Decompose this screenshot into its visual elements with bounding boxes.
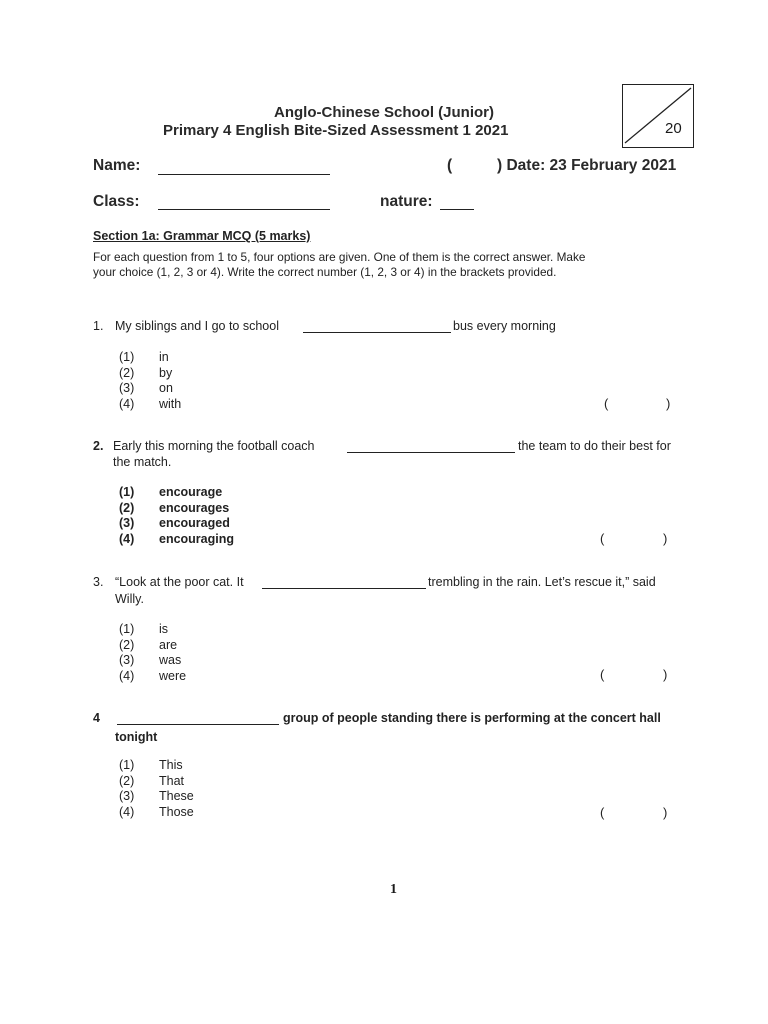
instructions-line-1: For each question from 1 to 5, four options are given. One of them is the correct answer. Make [93, 250, 586, 264]
answer-field-3[interactable] [610, 667, 662, 683]
question-2-text-before: Early this morning the football coach [113, 439, 315, 453]
question-2-blank [347, 452, 515, 453]
page-number: 1 [390, 882, 397, 897]
section-title: Section 1a: Grammar MCQ (5 marks) [93, 229, 311, 243]
question-3-continuation: Willy. [115, 592, 144, 606]
question-4-number: 4 [93, 711, 100, 725]
answer-bracket-2-open: ( [600, 531, 605, 546]
question-4-options [119, 758, 194, 820]
name-label: Name: [93, 157, 141, 174]
signature-field[interactable] [440, 209, 474, 210]
question-2-number: 2. [93, 439, 104, 453]
question-2-options [119, 485, 234, 547]
option: (2) encourages [119, 500, 230, 515]
question-3-blank [262, 588, 426, 589]
register-number-open: ( [447, 157, 453, 174]
option: (3) encouraged [119, 516, 230, 530]
score-diagonal [623, 85, 693, 147]
question-4-text-after: group of people standing there is performing at the concert hall [283, 711, 661, 725]
option: (4) Those [119, 804, 194, 819]
instructions-line-2: your choice (1, 2, 3 or 4). Write the correct number (1, 2, 3 or 4) in the brackets provided. [93, 265, 557, 279]
score-box [622, 84, 694, 148]
question-3-options [119, 622, 186, 684]
question-3-number: 3. [93, 575, 104, 589]
question-3-text-after: trembling in the rain. Let’s rescue it,” said [428, 575, 656, 589]
question-1-number: 1. [93, 319, 104, 333]
option: (2) are [119, 637, 178, 652]
total-marks: 20 [665, 120, 682, 137]
answer-field-4[interactable] [610, 805, 662, 821]
answer-bracket-1-open: ( [604, 396, 609, 411]
option: (3) These [119, 789, 194, 803]
question-1-text-before: My siblings and I go to school [115, 319, 279, 333]
option: (2) by [119, 365, 173, 380]
option: (1) in [119, 350, 169, 364]
answer-field-1[interactable] [614, 396, 666, 412]
option: (4) encouraging [119, 531, 235, 546]
question-4-continuation: tonight [115, 730, 158, 744]
answer-bracket-4-close: ) [663, 805, 668, 820]
question-2-continuation: the match. [113, 455, 172, 469]
option: (1) is [119, 622, 169, 636]
question-3-text-before: “Look at the poor cat. It [115, 575, 244, 589]
answer-bracket-1-close: ) [666, 396, 671, 411]
option: (1) encourage [119, 485, 223, 499]
question-1-blank [303, 332, 451, 333]
assessment-title: Primary 4 English Bite-Sized Assessment 1 2021 [163, 122, 509, 139]
option: (3) was [119, 653, 182, 667]
option: (4) were [119, 668, 187, 683]
school-name: Anglo-Chinese School (Junior) [274, 104, 494, 121]
question-1-text-after: bus every morning [453, 319, 556, 333]
option: (3) on [119, 381, 173, 395]
answer-bracket-4-open: ( [600, 805, 605, 820]
date-text: ) Date: 23 February 2021 [497, 157, 677, 174]
name-field[interactable] [158, 174, 330, 175]
question-1-options [119, 350, 181, 412]
option: (4) with [119, 396, 182, 411]
signature-label: nature: [380, 193, 433, 210]
question-4-blank [117, 724, 279, 725]
answer-bracket-3-open: ( [600, 667, 605, 682]
class-field[interactable] [158, 209, 330, 210]
option: (1) This [119, 758, 183, 772]
option: (2) That [119, 773, 185, 788]
answer-bracket-3-close: ) [663, 667, 668, 682]
answer-field-2[interactable] [610, 531, 662, 547]
class-label: Class: [93, 193, 140, 210]
answer-bracket-2-close: ) [663, 531, 668, 546]
question-2-text-after: the team to do their best for [518, 439, 671, 453]
